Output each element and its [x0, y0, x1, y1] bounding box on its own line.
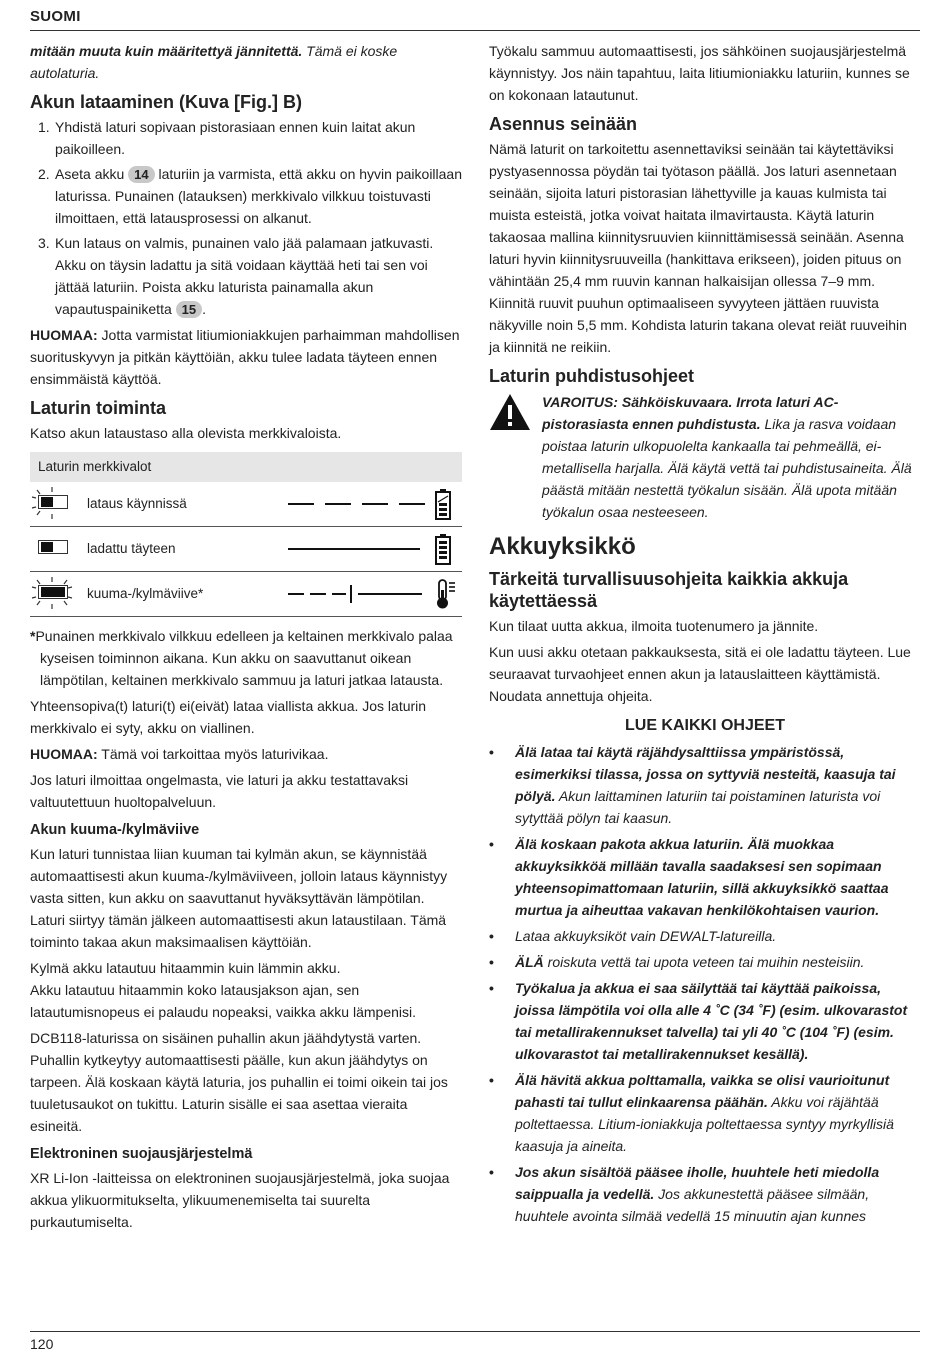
operation-heading: Laturin toiminta	[30, 398, 166, 418]
compat-text: Yhteensopiva(t) laturi(t) ei(eivät) lataa viallista akkua. Jos laturin merkkivalo ei syty, akku on viallinen.	[30, 698, 427, 736]
lamp-icon	[38, 495, 68, 509]
left-column	[30, 40, 462, 1237]
protection-heading: Elektroninen suojausjärjestelmä	[30, 1146, 253, 1162]
wall-mount-heading: Asennus seinään	[489, 114, 638, 134]
bullet-item	[489, 741, 921, 829]
bullet-item	[489, 833, 921, 921]
bullet-mark: •	[489, 954, 494, 970]
bullet-bold: ÄLÄ	[515, 954, 544, 970]
bullet-item	[489, 1161, 921, 1227]
delay-paragraph: DCB118-laturissa on sisäinen puhallin akun jäähdytystä varten. Puhallin kytkeytyy automaattisesti päälle, kun akun jäähdytys on tarpeen. Älä koskaan käytä laturia, jos puhallin ei toimi oikein tai jos tuuletusaukot on tukittu. Laturin sisälle ei saa asettaa vieraita esineitä.	[30, 1030, 448, 1134]
intro-bold: mitään muuta kuin määritettyä jännitettä.	[30, 43, 303, 59]
bullet-rest: Akku voi räjähtää poltettaessa. Litium-ioniakkuja poltettaessa syntyy myrkyllisiä kaasuja ja aineita.	[515, 1094, 894, 1154]
part-badge: 15	[176, 301, 202, 318]
intro-paragraph	[30, 40, 462, 84]
battery-full-icon	[435, 533, 451, 565]
step-text: Yhdistä laturi sopivaan pistorasiaan ennen kuin laitat akun paikoilleen.	[55, 119, 416, 157]
step-number: 2.	[38, 166, 50, 182]
safety-bullets	[489, 741, 921, 1227]
warning-icon	[489, 393, 531, 431]
bullet-mark: •	[489, 1072, 494, 1088]
page-number: 120	[30, 1336, 54, 1352]
bullet-item	[489, 1069, 921, 1157]
bullet-bold: Jos akun sisältöä pääsee iholle, huuhtele heti miedolla saippualla ja vedellä.	[515, 1164, 880, 1202]
operation-text: Katso akun lataustaso alla olevista merkkivaloista.	[30, 425, 342, 441]
indicator-row-charging	[30, 482, 462, 527]
problem-text: Jos laturi ilmoittaa ongelmasta, vie laturi ja akku testattavaksi valtuutettuun huoltopalveluun.	[30, 772, 409, 810]
step-text-post: laturiin ja varmista, että akku on hyvin paikoillaan laturissa. Punainen (latauksen) merkkivalo vilkkuu toistuvasti ilmoittaen, että latausprosessi on alkanut.	[55, 166, 463, 226]
bullet-item	[489, 951, 921, 973]
bullet-rest: Jos akkunestettä pääsee silmään, huuhtele avointa silmää vedellä 15 minuutin ajan kunnes	[515, 1186, 870, 1224]
indicator-row-delay	[30, 572, 462, 617]
header-language: SUOMI	[30, 8, 81, 25]
bullet-bold: Älä hävitä akkua polttamalla, vaikka se olisi vaurioitunut pahasti tai tullut elinkaarensa päähän.	[515, 1072, 890, 1110]
step-text-post: .	[202, 301, 206, 317]
bullet-rest: Akun laittaminen laturiin tai poistaminen laturista voi sytyttää pölyn tai kaasun.	[515, 788, 881, 826]
bullet-item	[489, 977, 921, 1065]
bullet-mark: •	[489, 1164, 494, 1180]
note-label: HUOMAA:	[30, 746, 98, 762]
delay-paragraph: Kylmä akku latautuu hitaammin kuin lämmin akku.	[30, 960, 341, 976]
battery-pack-heading: Akkuyksikkö	[489, 533, 636, 560]
order-text: Kun tilaat uutta akkua, ilmoita tuotenumero ja jännite.	[489, 618, 819, 634]
warning-rest: Lika ja rasva voidaan poistaa laturin ulkopuolelta kankaalla tai pehmeällä, ei-metallisella harjalla. Älä käytä vettä tai puhdistusaineita. Älä päästä mitään nestettä työkalun sisään. Älä upota mitään työkalun osaa nesteeseen.	[542, 416, 912, 520]
indicator-table	[30, 452, 462, 617]
footer-rule	[30, 1331, 920, 1332]
note-1	[30, 324, 462, 390]
indicator-row-full	[30, 527, 462, 572]
step-number: 3.	[38, 235, 50, 251]
protection-continued: Työkalu sammuu automaattisesti, jos sähköinen suojausjärjestelmä käynnistyy. Jos näin tapahtuu, laita litiumioniakku laturiin, kunnes se on kokonaan latautunut.	[489, 43, 910, 103]
step-1	[30, 116, 462, 160]
bullet-rest: roiskuta vettä tai upota veteen tai muihin nesteisiin.	[543, 954, 865, 970]
note-label: HUOMAA:	[30, 327, 98, 343]
note-text: Jotta varmistat litiumioniakkujen parhaimman mahdollisen suorituskyvyn ja pitkän käyttöiän, akku tulee ladata täyteen ennen ensimmäistä käyttöä.	[30, 327, 460, 387]
warning-block	[489, 391, 921, 523]
bullet-bold: Älä koskaan pakota akkua laturiin. Älä muokkaa akkuyksikköä millään tavalla saadaksesi sen sopimaan yhteensopimattomaan laturiin, sillä akkuyksikkö saattaa murtua ja aiheuttaa vakavan henkilökohtaisen vaurion.	[515, 836, 889, 918]
bullet-mark: •	[489, 980, 494, 996]
indicator-label: lataus käynnissä	[87, 496, 187, 511]
step-3	[30, 232, 462, 320]
charging-steps	[30, 116, 462, 320]
part-badge: 14	[128, 166, 154, 183]
safety-heading: Tärkeitä turvallisuusohjeita kaikkia akkuja käytettäessä	[489, 569, 849, 611]
lamp-icon	[38, 540, 68, 554]
step-number: 1.	[38, 119, 50, 135]
note-2	[30, 743, 462, 765]
wall-mount-text: Nämä laturit on tarkoitettu asennettaviksi seinään tai käytettäviksi pystyasennossa pöydän tai työtason päällä. Jos laturi asennetaan seinään, sijoita laturi pistorasian lähettyville ja kauas kulmista tai muista esteistä, jotka voivat haitata ilmavirtausta. Käytä laturin takaosaa mallina kiinnitysruuvien kiinnittämisessä seinään. Asenna laturi hyvin kiinnitysruuveilla (hankittava erikseen), joiden pituus on vähintään 25,4 mm ruuvin kannan halkaisijan ollessa 7–9 mm. Kiinnitä ruuvit puuhun optimaaliseen syvyyteen jättäen ruuvista näkyville noin 5,5 mm. Kohdista laturin takana olevat reiät ruuveihin ja kiinnitä ne reikiin.	[489, 141, 907, 355]
indicator-label: kuuma-/kylmäviive*	[87, 586, 204, 601]
delay-paragraph: Akku latautuu hitaammin koko latausjakson ajan, sen latautumisnopeus ei palaudu nopeaksi, vaikka akku lämpenisi.	[30, 982, 417, 1020]
note-text: Tämä voi tarkoittaa myös laturivikaa.	[97, 746, 329, 762]
delay-paragraph: Kun laturi tunnistaa liian kuuman tai kylmän akun, se käynnistää automaattisesti akun kuuma-/kylmäviiveen, jolloin lataus käynnistyy vasta sitten, kun akku on saavuttanut hyväksyttävän lämpötilan. Laturi siirtyy tämän jälkeen automaattisesti akun lataustilaan. Tämä toiminto takaa akun maksimaalisen käyttöiän.	[30, 846, 448, 950]
indicator-table-title: Laturin merkkivalot	[30, 452, 462, 482]
bullet-bold: Älä lataa tai käytä räjähdysalttiissa ympäristössä, esimerkiksi tilassa, jossa on syttyviä nesteitä, kaasuja tai pölyä.	[515, 744, 896, 804]
lamp-icon	[38, 585, 68, 599]
bullet-mark: •	[489, 836, 494, 852]
cleaning-heading: Laturin puhdistusohjeet	[489, 366, 694, 386]
thermometer-icon	[435, 578, 459, 610]
delay-heading: Akun kuuma-/kylmäviive	[30, 822, 200, 838]
star-note-text: Punainen merkkivalo vilkkuu edelleen ja keltainen merkkivalo palaa kyseisen toiminnon aikana. Kun akku on saavuttanut oikean lämpötilan, keltainen merkkivalo sammuu ja laturi jatkaa latausta.	[35, 628, 453, 688]
bullet-item	[489, 925, 921, 947]
charging-heading: Akun lataaminen (Kuva [Fig.] B)	[30, 92, 303, 112]
indicator-label: ladattu täyteen	[87, 541, 176, 556]
bullet-mark: •	[489, 928, 494, 944]
star-note	[30, 625, 462, 691]
right-column	[489, 40, 921, 1231]
header-rule	[30, 30, 920, 31]
step-text-pre: Aseta akku	[55, 166, 129, 182]
protection-text: XR Li-Ion -laitteissa on elektroninen suojausjärjestelmä, joka suojaa akkua ylikuormitukselta, ylikuumenemiselta tai suurelta purkautumiselta.	[30, 1170, 450, 1230]
bullet-bold: Työkalua ja akkua ei saa säilyttää tai käyttää paikoissa, joissa lämpötila voi olla alle 4 ˚C (34 ˚F) (esim. ulkovarastot tai metallirakennukset talvella) tai yli 40 ˚C (104 ˚F) (esim. ulkovarastot tai metallirakennukset kesällä).	[515, 980, 908, 1062]
bullet-rest: Lataa akkuyksiköt vain DEWALT-latureilla.	[515, 928, 777, 944]
star-mark: *	[30, 628, 36, 644]
intro-rest: Tämä ei koske autolaturia.	[30, 43, 398, 81]
battery-charging-icon	[435, 488, 451, 520]
read-all-heading: LUE KAIKKI OHJEET	[624, 717, 785, 734]
warning-bold: VAROITUS: Sähköiskuvaara. Irrota laturi AC-pistorasiasta ennen puhdistusta.	[542, 394, 839, 432]
step-text-pre: Kun lataus on valmis, punainen valo jää palamaan jatkuvasti. Akku on täysin ladattu ja sitä voidaan käyttää heti tai sen voi jättää laturiin. Poista akku laturista painamalla akun vapautuspainiketta	[55, 235, 434, 317]
bullet-mark: •	[489, 744, 494, 760]
step-2	[30, 163, 462, 229]
new-pack-text: Kun uusi akku otetaan pakkauksesta, sitä ei ole ladattu täyteen. Lue seuraavat turvaohjeet ennen akun ja latauslaitteen käyttämistä. Noudata annettuja ohjeita.	[489, 644, 911, 704]
